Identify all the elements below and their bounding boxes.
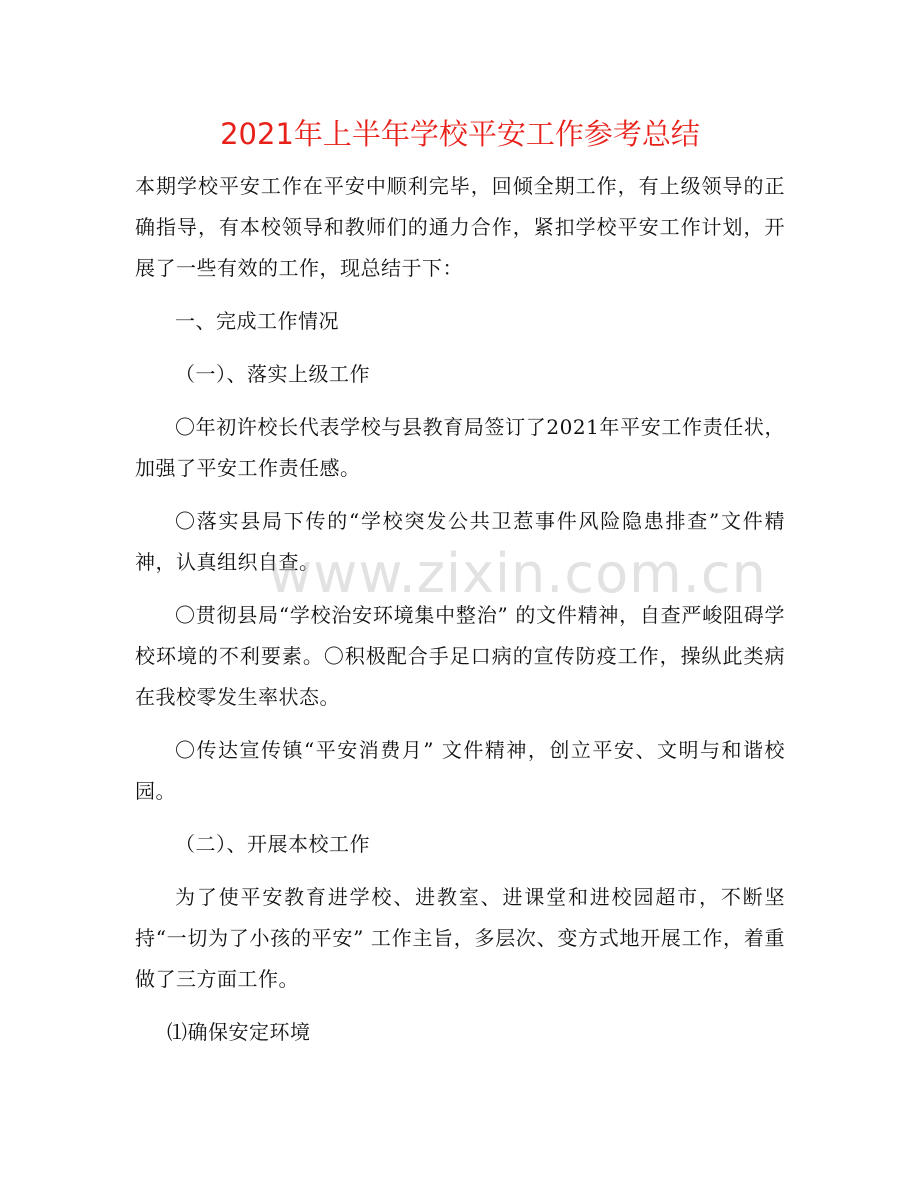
- body-paragraph: 〇传达宣传镇“平安消费月” 文件精神，创立平安、文明与和谐校园。: [135, 738, 785, 803]
- intro-paragraph: 本期学校平安工作在平安中顺利完毕，回倾全期工作，有上级领导的正确指导，有本校领导和教师们的通力合作，紧扣学校平安工作计划，开展了一些有效的工作，现总结于下：: [135, 174, 785, 280]
- watermark: www.zixin.com.cn: [268, 542, 767, 605]
- body-paragraph: 为了使平安教育进学校、进教室、进课堂和进校园超市，不断坚持“一切为了小孩的平安” 工作主旨，多层次、变方式地开展工作，着重做了三方面工作。: [135, 885, 785, 991]
- document-title: 2021年上半年学校平安工作参考总结: [220, 117, 700, 151]
- document-body: [135, 166, 785, 1065]
- list-item-heading: ⑴确保安定环境: [167, 1020, 311, 1044]
- body-paragraph: 〇落实县局下传的“学校突发公共卫惹事件风险隐患排查”文件精神，认真组织自查。: [135, 509, 785, 574]
- body-paragraph: 〇年初许校长代表学校与县教育局签订了2021年平安工作责任状，加强了平安工作责任感。: [135, 415, 785, 480]
- subsection-heading-1: （一）、落实上级工作: [175, 362, 370, 386]
- subsection-heading-2: （二）、开展本校工作: [175, 832, 370, 856]
- section-heading-1: 一、完成工作情况: [175, 309, 339, 333]
- body-paragraph: 〇贯彻县局“学校治安环境集中整治” 的文件精神，自查严峻阻碍学校环境的不利要素。〇积极配合手足口病的宣传防疫工作，操纵此类病在我校零发生率状态。: [135, 603, 785, 709]
